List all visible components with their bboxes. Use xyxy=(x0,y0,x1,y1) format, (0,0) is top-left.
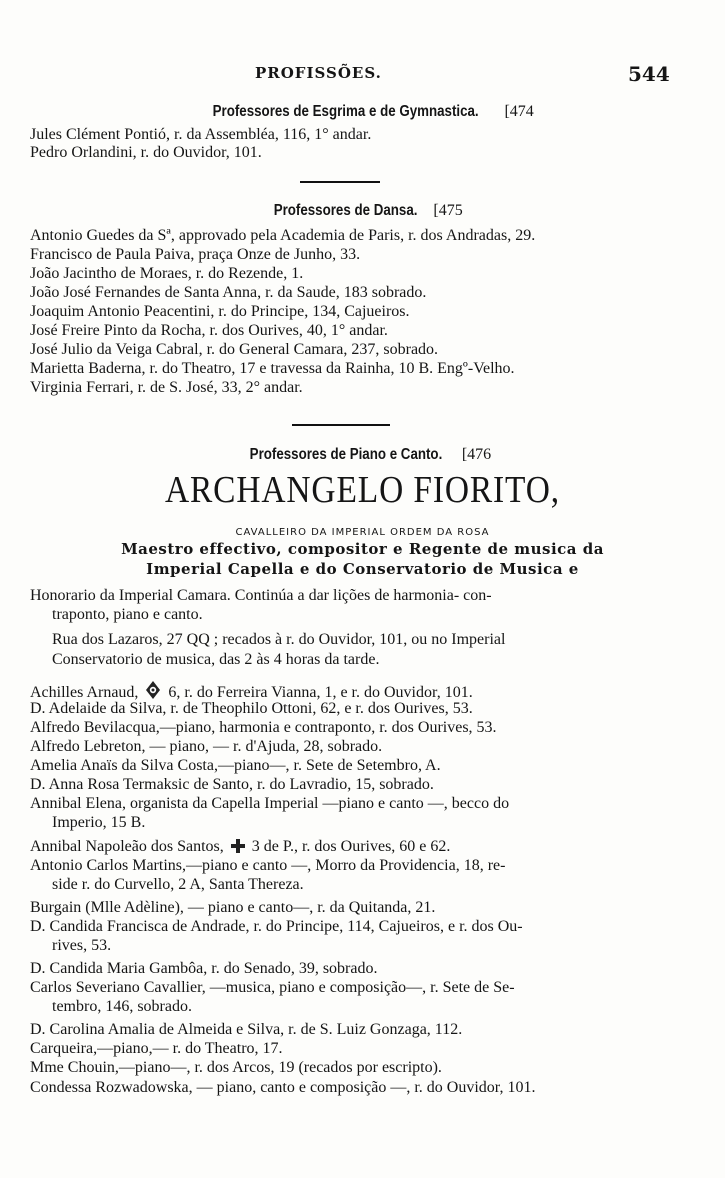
running-head xyxy=(0,64,725,88)
entry: Antonio Carlos Martins,—piano e canto —, Morro da Providencia, 18, re- xyxy=(30,857,506,874)
entry-continuation: Imperio, 15 B. xyxy=(52,814,146,831)
advert-body-line: Honorario da Imperial Camara. Continúa a dar lições de harmonia- con- xyxy=(30,587,492,604)
entry-continuation: side r. do Curvello, 2 A, Santa Thereza. xyxy=(52,876,304,893)
section-divider xyxy=(300,181,380,183)
advert-title-line xyxy=(0,540,725,559)
advert-order-text: CAVALLEIRO DA IMPERIAL ORDEM DA ROSA xyxy=(235,527,490,538)
entry: Jules Clément Pontió, r. da Assembléa, 116, 1° andar. xyxy=(30,126,372,143)
page-number: 544 xyxy=(628,62,670,86)
section-number: [475 xyxy=(433,202,463,219)
advert-body-line: traponto, piano e canto. xyxy=(52,606,203,623)
heading-text: Professores de Esgrima e de Gymnastica. xyxy=(212,103,479,120)
entry-continuation: tembro, 146, sobrado. xyxy=(52,998,192,1015)
advert-name-text: ARCHANGELO FIORITO, xyxy=(164,469,561,511)
advert-body-line: Conservatorio de musica, das 2 às 4 horas da tarde. xyxy=(52,651,380,668)
entry: Joaquim Antonio Peacentini, r. do Principe, 134, Cajueiros. xyxy=(30,303,410,320)
section-number: [476 xyxy=(461,446,492,463)
advert-body-line: Rua dos Lazaros, 27 QQ ; recados à r. do Ouvidor, 101, ou no Imperial xyxy=(52,631,506,648)
section-divider xyxy=(292,424,390,426)
entry: José Freire Pinto da Rocha, r. dos Ourives, 40, 1° andar. xyxy=(30,322,388,339)
running-title: PROFISSÕES. xyxy=(255,64,382,82)
heading-text: Professores de Dansa. xyxy=(273,202,418,219)
entry-continuation: rives, 53. xyxy=(52,937,112,954)
heading-text: Professores de Piano e Canto. xyxy=(249,446,443,463)
entry xyxy=(30,838,450,859)
advert-title-line xyxy=(0,560,725,579)
section-heading-dansa xyxy=(0,202,725,220)
entry: D. Candida Francisca de Andrade, r. do Principe, 114, Cajueiros, e r. dos Ou- xyxy=(30,918,523,935)
entry: José Julio da Veiga Cabral, r. do General Camara, 237, sobrado. xyxy=(30,341,439,358)
cross-insignia-icon xyxy=(230,838,246,859)
entry: Burgain (Mlle Adèline), — piano e canto—, r. da Quitanda, 21. xyxy=(30,899,436,916)
entry: Alfredo Lebreton, — piano, — r. d'Ajuda, 28, sobrado. xyxy=(30,738,383,755)
entry: Carlos Severiano Cavallier, —musica, piano e composição—, r. Sete de Se- xyxy=(30,979,515,996)
entry: Mme Chouin,—piano—, r. dos Arcos, 19 (recados por escripto). xyxy=(30,1059,442,1076)
entry: Condessa Rozwadowska, — piano, canto e composição —, r. do Ouvidor, 101. xyxy=(30,1079,536,1096)
entry: João Jacintho de Moraes, r. do Rezende, 1. xyxy=(30,265,304,282)
entry: D. Carolina Amalia de Almeida e Silva, r. de S. Luiz Gonzaga, 112. xyxy=(30,1021,463,1038)
section-heading-esgrima xyxy=(0,103,725,121)
entry: Francisco de Paula Paiva, praça Onze de Junho, 33. xyxy=(30,246,361,263)
entry: Marietta Baderna, r. do Theatro, 17 e travessa da Rainha, 10 B. Engº-Velho. xyxy=(30,360,515,377)
entry-name: Achilles Arnaud, xyxy=(30,684,139,701)
entry: Annibal Elena, organista da Capella Imperial —piano e canto —, becco do xyxy=(30,795,510,812)
entry: D. Adelaide da Silva, r. de Theophilo Ottoni, 62, e r. dos Ourives, 53. xyxy=(30,700,473,717)
entry: Alfredo Bevilacqua,—piano, harmonia e contraponto, r. dos Ourives, 53. xyxy=(30,719,497,736)
entry: João José Fernandes de Santa Anna, r. da Saude, 183 sobrado. xyxy=(30,284,427,301)
advert-title-text: Maestro effectivo, compositor e Regente de musica da xyxy=(121,540,604,558)
entry-detail: 6, r. do Ferreira Vianna, 1, e r. do Ouvidor, 101. xyxy=(168,684,473,701)
section-heading-piano xyxy=(0,446,725,464)
advert-name xyxy=(0,468,725,512)
entry: D. Anna Rosa Termaksic de Santo, r. do Lavradio, 15, sobrado. xyxy=(30,776,434,793)
entry-detail: 3 de P., r. dos Ourives, 60 e 62. xyxy=(251,838,451,855)
entry: Virginia Ferrari, r. de S. José, 33, 2° andar. xyxy=(30,379,303,396)
advert-title-text: Imperial Capella e do Conservatorio de Musica e xyxy=(146,560,579,578)
advert-order xyxy=(0,522,725,540)
entry: Pedro Orlandini, r. do Ouvidor, 101. xyxy=(30,144,262,161)
section-number: [474 xyxy=(504,103,534,120)
entry: D. Candida Maria Gambôa, r. do Senado, 39, sobrado. xyxy=(30,960,378,977)
entry: Antonio Guedes da Sª, approvado pela Academia de Paris, r. dos Andradas, 29. xyxy=(30,227,536,244)
entry: Amelia Anaïs da Silva Costa,—piano—, r. Sete de Setembro, A. xyxy=(30,757,441,774)
entry-name: Annibal Napoleão dos Santos, xyxy=(30,838,224,855)
entry: Carqueira,—piano,— r. do Theatro, 17. xyxy=(30,1040,283,1057)
